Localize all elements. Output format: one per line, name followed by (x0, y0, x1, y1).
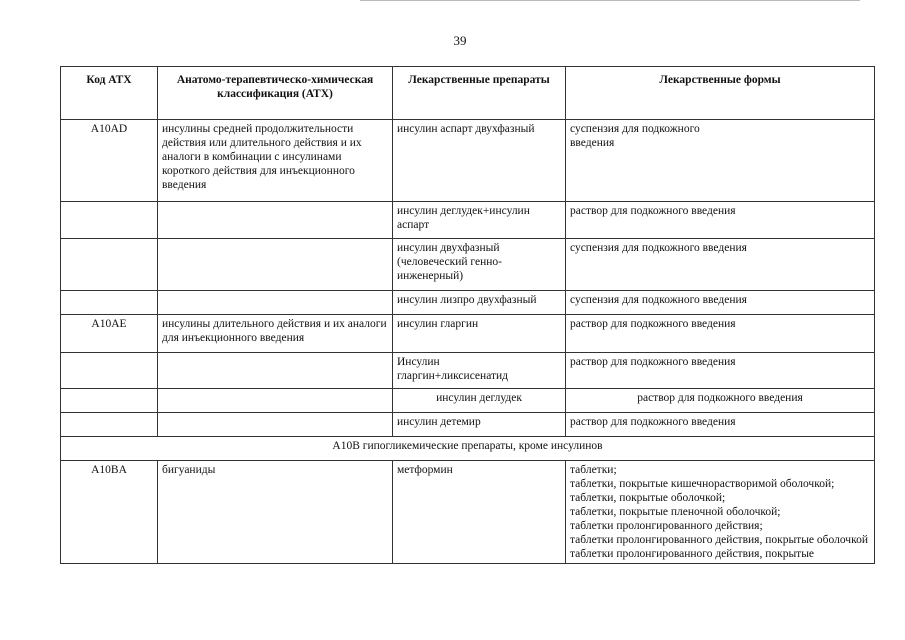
cell-classification (158, 202, 393, 239)
cell-form: суспензия для подкожного введения (566, 291, 875, 315)
form-line: таблетки; (570, 464, 617, 476)
form-line: таблетки, покрытые кишечнорастворимой оболочкой; (570, 478, 835, 490)
cell-code (61, 202, 158, 239)
cell-drug (393, 353, 566, 389)
cell-drug: метформин (393, 461, 566, 564)
cell-classification (158, 291, 393, 315)
cell-form: суспензия для подкожного введения (566, 239, 875, 291)
cell-form (566, 120, 875, 202)
table-row (61, 389, 875, 413)
cell-form: раствор для подкожного введения (566, 413, 875, 437)
cell-code (61, 353, 158, 389)
cell-form: раствор для подкожного введения (566, 315, 875, 353)
cell-code (61, 239, 158, 291)
cell-code: A10AE (61, 315, 158, 353)
cell-drug: инсулин деглудек (393, 389, 566, 413)
header-drugs: Лекарственные препараты (393, 67, 566, 120)
table-row (61, 202, 875, 239)
section-title: A10B гипогликемические препараты, кроме инсулинов (61, 437, 875, 461)
cell-drug: инсулин двухфазный (человеческий генно-инженерный) (393, 239, 566, 291)
cell-classification: инсулины средней продолжительности действия или длительного действия и их аналоги в комбинации с инсулинами короткого действия для инъекционного введения (158, 120, 393, 202)
cell-classification (158, 389, 393, 413)
cell-code: A10AD (61, 120, 158, 202)
form-line: таблетки, покрытые оболочкой; (570, 492, 726, 504)
cell-form: раствор для подкожного введения (566, 389, 875, 413)
cell-classification (158, 239, 393, 291)
cell-drug: инсулин аспарт двухфазный (393, 120, 566, 202)
cell-drug: инсулин детемир (393, 413, 566, 437)
cell-form: раствор для подкожного введения (566, 202, 875, 239)
form-line: таблетки пролонгированного действия, покрытые оболочкой (570, 534, 868, 546)
cell-classification (158, 353, 393, 389)
scan-edge-line (360, 0, 860, 1)
cell-drug: инсулин лизпро двухфазный (393, 291, 566, 315)
atx-table (60, 66, 875, 564)
table-row (61, 291, 875, 315)
form-line: таблетки, покрытые пленочной оболочкой; (570, 506, 781, 518)
table-row (61, 239, 875, 291)
form-line: таблетки пролонгированного действия, покрытые (570, 548, 815, 560)
header-forms: Лекарственные формы (566, 67, 875, 120)
cell-drug-text: Инсулин гларгин+ликсисенатид (397, 356, 509, 382)
form-line: таблетки пролонгированного действия; (570, 520, 763, 532)
table-row (61, 461, 875, 564)
table-row (61, 315, 875, 353)
table-row (61, 413, 875, 437)
table-row (61, 120, 875, 202)
section-row (61, 437, 875, 461)
cell-code (61, 291, 158, 315)
cell-code: A10BA (61, 461, 158, 564)
cell-classification: инсулины длительного действия и их аналоги для инъекционного введения (158, 315, 393, 353)
page-number: 39 (453, 33, 467, 48)
cell-forms-list (566, 461, 875, 564)
header-classification: Анатомо-терапевтическо-химическая классификация (АТХ) (158, 67, 393, 120)
table-header-row (61, 67, 875, 120)
table-row (61, 353, 875, 389)
cell-classification: бигуаниды (158, 461, 393, 564)
cell-drug: инсулин деглудек+инсулин аспарт (393, 202, 566, 239)
cell-classification (158, 413, 393, 437)
cell-code (61, 389, 158, 413)
cell-drug: инсулин гларгин (393, 315, 566, 353)
cell-code (61, 413, 158, 437)
cell-form-text: суспензия для подкожного введения (570, 123, 700, 149)
cell-form: раствор для подкожного введения (566, 353, 875, 389)
header-code: Код АТХ (61, 67, 158, 120)
